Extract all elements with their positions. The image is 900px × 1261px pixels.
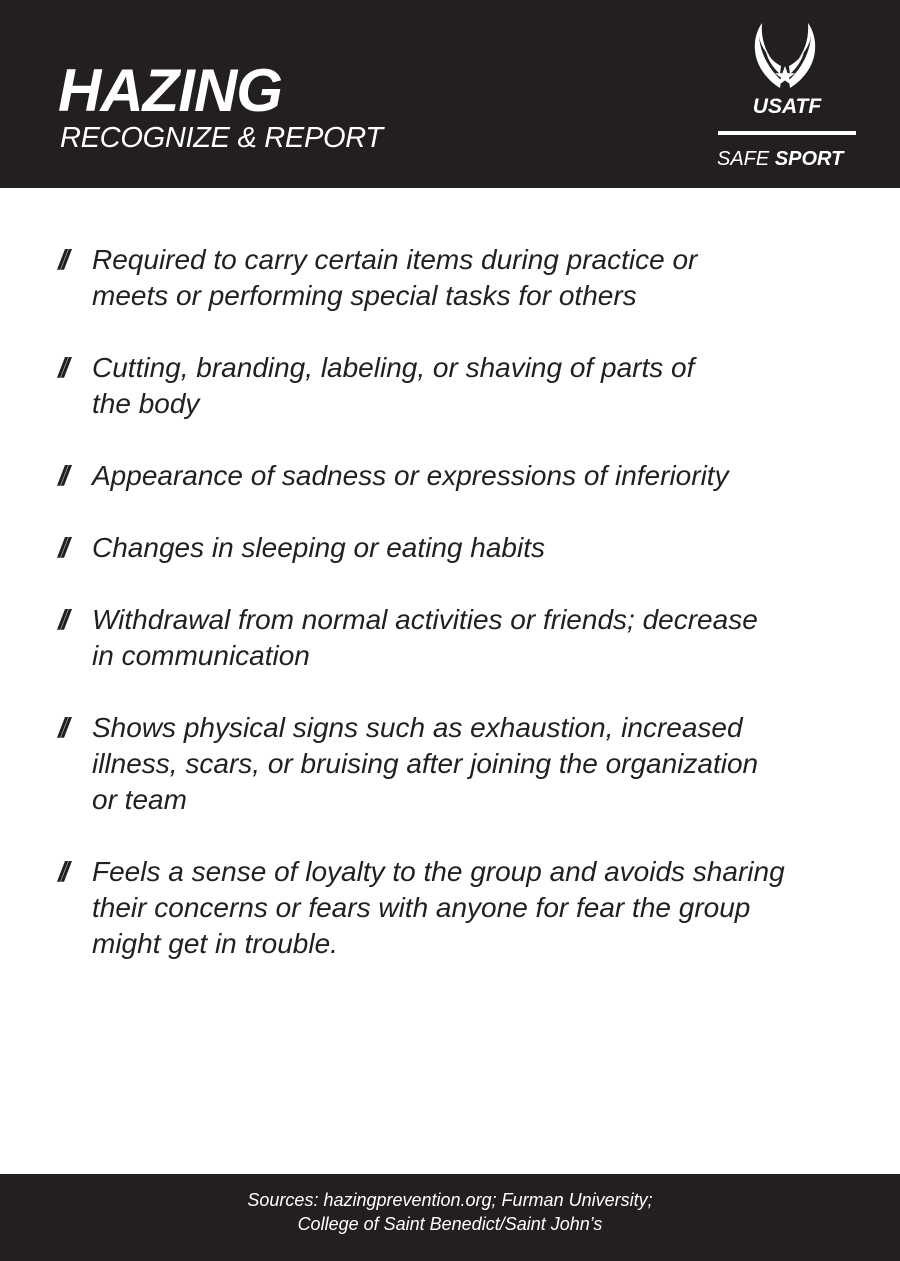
safesport-wordmark-sport: SPORT <box>774 148 844 170</box>
warning-sign-text <box>92 602 848 674</box>
warning-sign-text <box>92 458 848 494</box>
bullet-marker: // <box>58 352 66 383</box>
safesport-wordmark <box>717 146 843 172</box>
page-subtitle: RECOGNIZE & REPORT <box>60 122 383 154</box>
winged-star-icon <box>753 22 817 92</box>
bullet-marker: // <box>58 604 66 635</box>
header-banner <box>0 0 900 188</box>
page-title: HAZING <box>58 57 282 124</box>
sources-line-1: Sources: hazingprevention.org; Furman University; <box>247 1190 653 1210</box>
logo-divider <box>718 131 856 135</box>
warning-sign-line: Cutting, branding, labeling, or shaving of parts of <box>92 352 695 383</box>
warning-sign-line: illness, scars, or bruising after joining the organization <box>92 748 759 779</box>
sources-footer <box>0 1174 900 1261</box>
warning-sign-line: Appearance of sadness or expressions of inferiority <box>92 460 729 491</box>
usatf-wordmark: USATF <box>752 95 822 118</box>
warning-sign-line: Changes in sleeping or eating habits <box>92 532 545 563</box>
bullet-marker: // <box>58 712 66 743</box>
warning-sign-line: Withdrawal from normal activities or friends; decrease <box>92 604 758 635</box>
usatf-safesport-logo <box>712 22 862 174</box>
warning-sign-line: meets or performing special tasks for others <box>92 280 637 311</box>
warning-sign-text <box>92 242 848 314</box>
warning-sign-line: in communication <box>92 640 310 671</box>
warning-sign-text <box>92 530 848 566</box>
warning-sign-text <box>92 854 848 962</box>
bullet-marker: // <box>58 532 66 563</box>
warning-sign-text <box>92 350 848 422</box>
warning-sign-text <box>92 710 848 818</box>
warning-sign-line: Feels a sense of loyalty to the group and avoids sharing <box>92 856 785 887</box>
warning-sign-line: Shows physical signs such as exhaustion, increased <box>92 712 743 743</box>
bullet-marker: // <box>58 460 66 491</box>
bullet-marker: // <box>58 856 66 887</box>
warning-sign-line: the body <box>92 388 200 419</box>
safesport-wordmark-safe: SAFE <box>717 148 770 170</box>
warning-sign-line: Required to carry certain items during practice or <box>92 244 698 275</box>
warning-sign-line: might get in trouble. <box>92 928 338 959</box>
warning-sign-line: their concerns or fears with anyone for fear the group <box>92 892 751 923</box>
sources-line-2: College of Saint Benedict/Saint John’s <box>297 1214 603 1234</box>
warning-sign-line: or team <box>92 784 187 815</box>
bullet-marker: // <box>58 244 66 275</box>
